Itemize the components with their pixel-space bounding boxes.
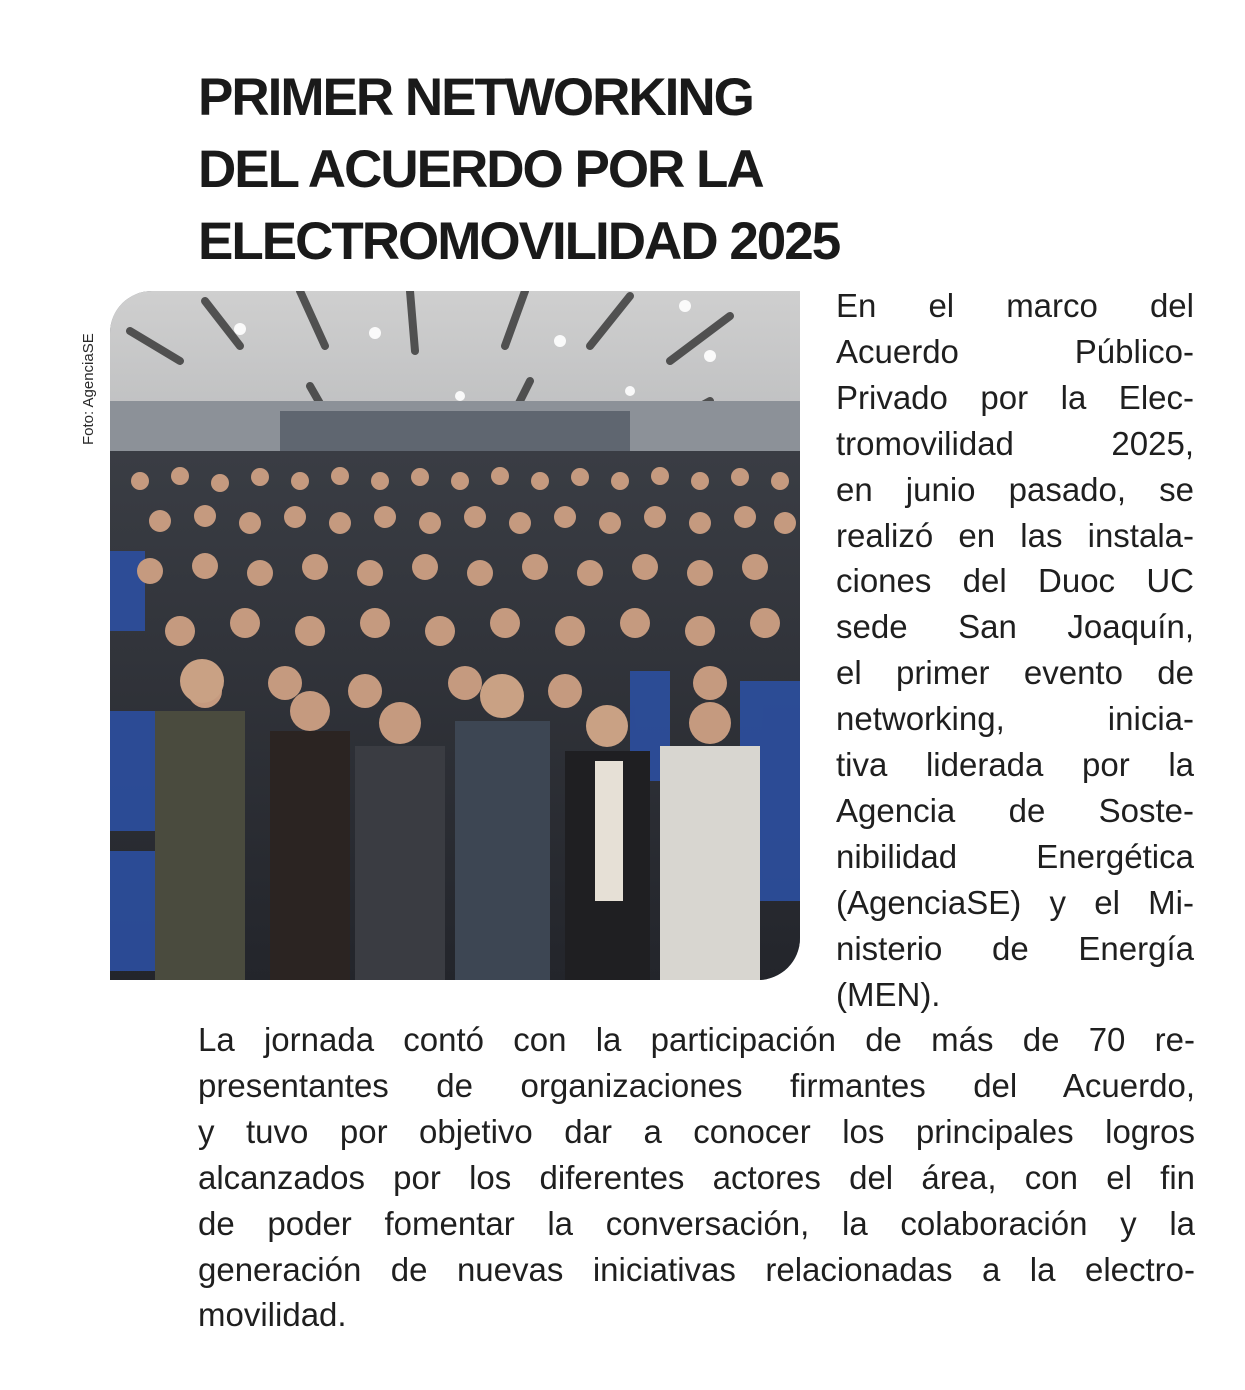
text-line: realizó en las instala-: [836, 516, 1194, 554]
text-line: alcanzados por los diferentes actores del área, con el fin: [198, 1158, 1195, 1196]
article-headline: [198, 62, 1098, 278]
group-photo-illustration: [110, 291, 800, 980]
text-line: presentantes de organizaciones firmantes del Acuerdo,: [198, 1066, 1195, 1104]
text-line: tromovilidad 2025,: [836, 424, 1194, 462]
text-line: networking, inicia-: [836, 700, 1194, 738]
text-line: Acuerdo Público-: [836, 332, 1194, 370]
text-line: (AgenciaSE) y el Mi-: [836, 883, 1194, 921]
text-line: En el marco del: [836, 287, 1194, 324]
text-line: sede San Joaquín,: [836, 608, 1194, 646]
intro-paragraph: [836, 283, 1194, 1018]
text-line: de poder fomentar la conversación, la colaboración y la: [198, 1204, 1195, 1242]
text-line: nibilidad Energética: [836, 837, 1194, 875]
text-line: (MEN).: [836, 975, 941, 1013]
text-line: nisterio de Energía: [836, 929, 1194, 967]
text-line: Privado por la Elec-: [836, 378, 1194, 416]
text-line: movilidad.: [198, 1296, 347, 1334]
photo-credit: Foto: AgenciaSE: [80, 333, 97, 445]
text-line: Agencia de Soste-: [836, 791, 1194, 829]
text-line: tiva liderada por la: [836, 746, 1194, 784]
text-line: en junio pasado, se: [836, 470, 1194, 508]
text-line: ciones del Duoc UC: [836, 562, 1194, 600]
text-line: La jornada contó con la participación de más de 70 re-: [198, 1021, 1195, 1058]
text-line: y tuvo por objetivo dar a conocer los principales logros: [198, 1112, 1195, 1150]
text-line: generación de nuevas iniciativas relacionadas a la electro-: [198, 1250, 1195, 1288]
body-paragraph: [198, 1017, 1195, 1338]
headline-line: ELECTROMOVILIDAD 2025: [198, 212, 840, 271]
headline-line: PRIMER NETWORKING: [198, 68, 753, 127]
text-line: el primer evento de: [836, 654, 1194, 692]
group-photo: [110, 291, 800, 980]
headline-line: DEL ACUERDO POR LA: [198, 140, 763, 199]
